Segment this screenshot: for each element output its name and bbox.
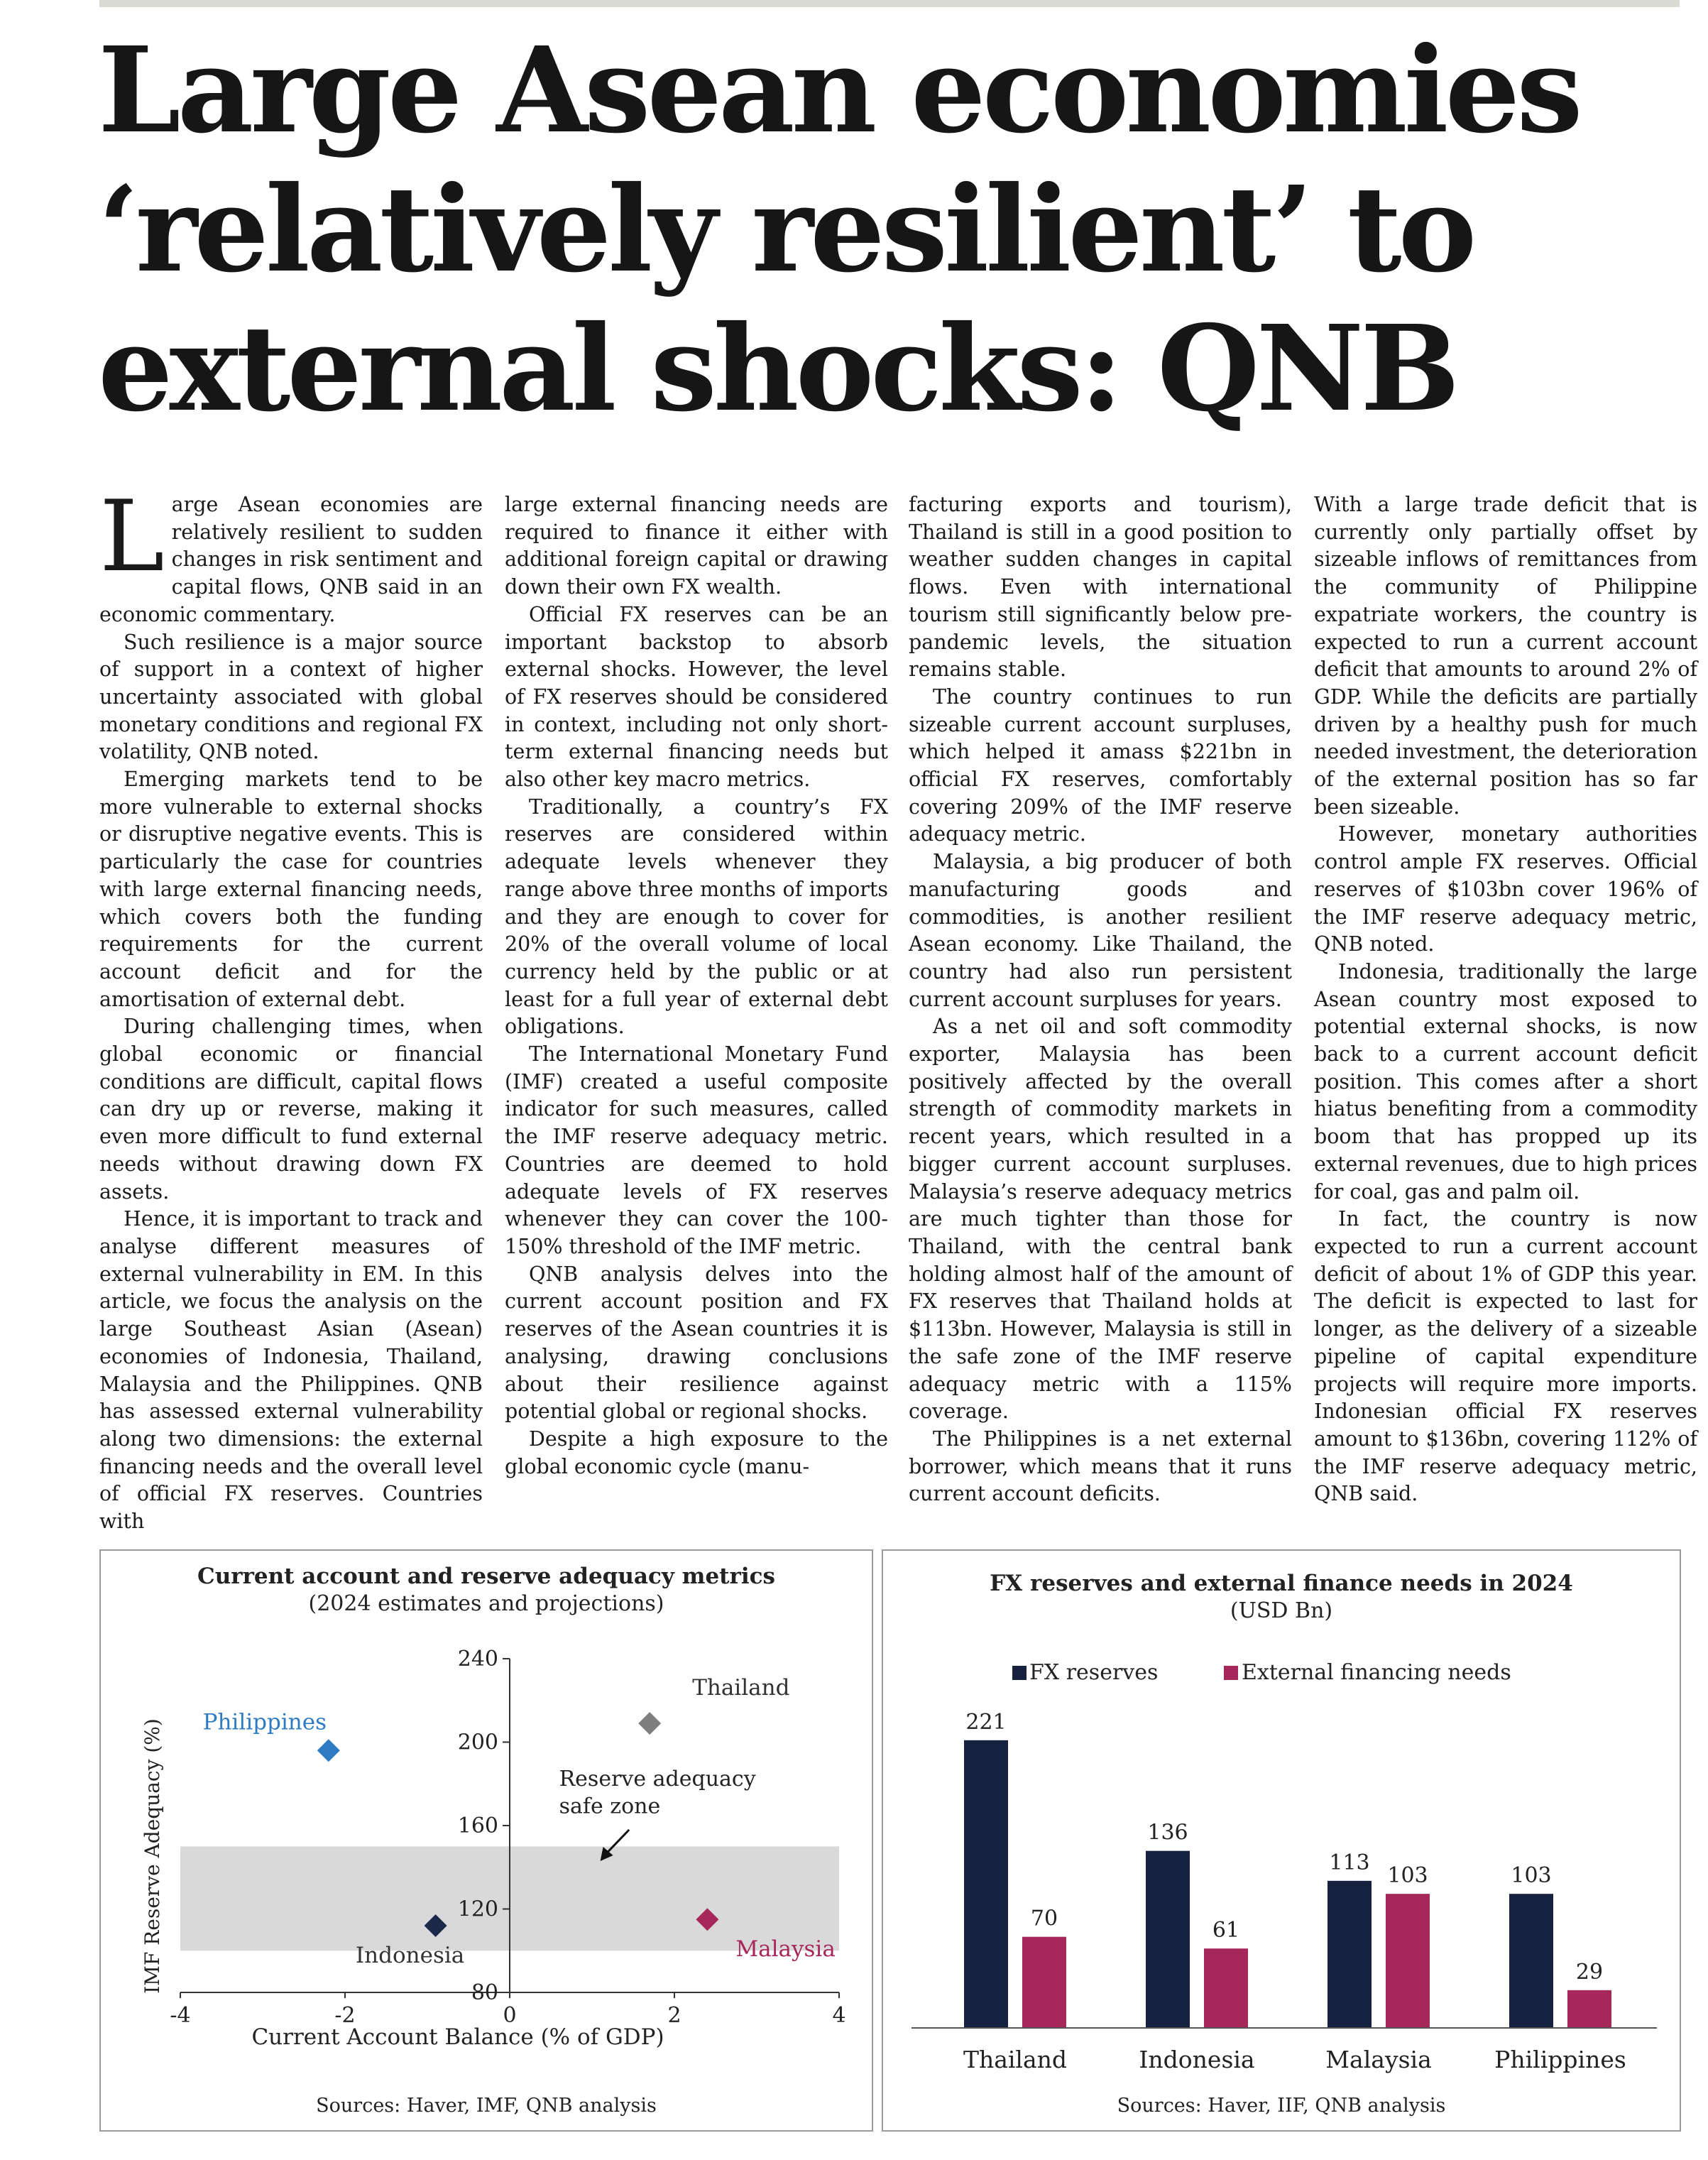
x-tick-label: -2 <box>334 2003 356 2028</box>
bar-thailand-external-financing <box>1022 1937 1066 2028</box>
bar-thailand-fx-reserves <box>964 1740 1008 2028</box>
headline-line-1: Large Asean economies <box>98 21 1580 160</box>
article-paragraph: The country continues to run sizeable current account surpluses, which helped it amass $221bn in official FX reserves, comfortably covering 209% of the IMF reserve adequacy metric. <box>909 684 1292 846</box>
bar-chart <box>883 1551 1680 2130</box>
article-paragraph: Official FX reserves can be an important backstop to absorb external shocks. However, the level of FX reserves should be considered in context, including not only short-term external financing needs but also other key macro metrics. <box>505 602 888 792</box>
bar-value-label: 61 <box>1212 1918 1240 1943</box>
y-tick-label: 240 <box>457 1647 498 1671</box>
bar-malaysia-fx-reserves <box>1327 1881 1372 2028</box>
legend-swatch-external-financing <box>1224 1666 1238 1680</box>
x-tick-label: 2 <box>667 2003 681 2028</box>
bar-value-label: 221 <box>965 1709 1007 1735</box>
chart-title: Current account and reserve adequacy metrics <box>197 1564 775 1589</box>
article-paragraph: The Philippines is a net external borrower, which means that it runs current account deficits. <box>909 1427 1292 1506</box>
x-tick-label: 4 <box>832 2003 846 2028</box>
chart-source: Sources: Haver, IMF, QNB analysis <box>316 2095 657 2117</box>
point-label-thailand: Thailand <box>692 1675 790 1701</box>
article-paragraph: Indonesia, traditionally the large Asean country most exposed to potential external shocks, is now back to a current account deficit position. This comes after a short hiatus benefiting from a commodity boom that has propped up its external revenues, due to high prices for coal, gas and palm oil. <box>1314 959 1697 1204</box>
category-label-thailand: Thailand <box>963 2046 1068 2073</box>
article-paragraph: As a net oil and soft commodity exporter, Malaysia has been positively affected by the overall strength of commodity markets in recent years, which resulted in a bigger current account surpluses. Malaysia’s reserve adequacy metrics are much tighter than those for Thailand, with the central bank holding almost half of the amount of FX reserves that Thailand holds at $113bn. However, Malaysia is still in the safe zone of the IMF reserve adequacy metric with a 115% coverage. <box>909 1015 1292 1424</box>
point-label-philippines: Philippines <box>202 1709 327 1735</box>
chart-source: Sources: Haver, IIF, QNB analysis <box>1117 2095 1446 2117</box>
article-paragraph: However, monetary authorities control ample FX reserves. Official reserves of $103bn cover 196% of the IMF reserve adequacy metric, QNB noted. <box>1314 822 1697 956</box>
top-rule <box>99 0 1680 7</box>
scatter-chart-panel <box>99 1549 873 2132</box>
bar-value-label: 136 <box>1147 1820 1188 1845</box>
headline-line-3: external shocks: QNB <box>98 300 1457 438</box>
bar-value-label: 103 <box>1511 1863 1552 1889</box>
y-tick-label: 120 <box>457 1897 498 1922</box>
bar-malaysia-external-financing <box>1386 1894 1430 2028</box>
article-paragraph: Large Asean economies are relatively resilient to sudden changes in risk sentiment and capital flows, QNB said in an economic commentary. <box>99 479 483 626</box>
point-label-malaysia: Malaysia <box>735 1936 836 1963</box>
article-paragraph: Traditionally, a country’s FX reserves are considered within adequate levels whenever they range above three months of imports and they are enough to cover for 20% of the overall volume of local currency held by the public or at least for a full year of external debt obligations. <box>505 795 888 1039</box>
article-paragraph: Hence, it is important to track and analyse different measures of external vulnerability in EM. In this article, we focus the analysis on the large Southeast Asian (Asean) economies of Indonesia, Thailand, Malaysia and the Philippines. QNB has assessed external vulnerability along two dimensions: the external financing needs and the overall level of official FX reserves. Countries with <box>99 1207 483 1534</box>
headline-line-2: ‘relatively resilient’ to <box>98 160 1474 299</box>
y-tick-label: 200 <box>457 1730 498 1755</box>
article-paragraph: In fact, the country is now expected to run a current account deficit of about 1% of GDP this year. The deficit is expected to last for longer, as the delivery of a sizeable pipeline of capital expenditure projects will require more imports. Indonesian official FX reserves amount to $136bn, covering 112% of the IMF reserve adequacy metric, QNB said. <box>1314 1207 1697 1506</box>
legend-label-external-financing: External financing needs <box>1242 1660 1511 1685</box>
chart-subtitle: (2024 estimates and projections) <box>308 1591 664 1616</box>
bar-philippines-external-financing <box>1567 1990 1611 2028</box>
y-tick-label: 80 <box>471 1980 498 2005</box>
article-paragraph: facturing exports and tourism), Thailand is still in a good position to weather sudden changes in capital flows. Even with international tourism still significantly below pre-pandemic levels, the situation remains stable. <box>909 493 1292 682</box>
x-axis-label: Current Account Balance (% of GDP) <box>251 2024 664 2050</box>
point-label-indonesia: Indonesia <box>355 1943 465 1968</box>
bar-indonesia-external-financing <box>1204 1948 1248 2028</box>
x-tick-label: 0 <box>503 2003 517 2028</box>
article-paragraph: Malaysia, a big producer of both manufacturing goods and commodities, is another resilient Asean economy. Like Thailand, the country had also run persistent current account surpluses for years. <box>909 850 1292 1011</box>
article-column-1 <box>99 479 483 1536</box>
headline <box>98 21 1695 439</box>
x-tick-label: -4 <box>170 2003 191 2028</box>
safe-zone-label: safe zone <box>559 1794 661 1819</box>
article-paragraph: Such resilience is a major source of support in a context of higher uncertainty associated with global monetary conditions and regional FX volatility, QNB noted. <box>99 630 483 764</box>
article-paragraph: Emerging markets tend to be more vulnerable to external shocks or disruptive negative events. This is particularly the case for countries with large external financing needs, which covers both the funding requirements for the current account deficit and for the amortisation of external debt. <box>99 768 483 1011</box>
safe-zone-label: Reserve adequacy <box>559 1767 756 1792</box>
bar-indonesia-fx-reserves <box>1146 1851 1190 2028</box>
chart-subtitle: (USD Bn) <box>1230 1598 1333 1623</box>
article-paragraph: The International Monetary Fund (IMF) created a useful composite indicator for such measures, called the IMF reserve adequacy metric. Countries are deemed to hold adequate levels of FX reserves whenever they can cover the 100-150% threshold of the IMF metric. <box>505 1042 888 1258</box>
bar-philippines-fx-reserves <box>1509 1894 1553 2028</box>
article-paragraph: large external financing needs are required to finance it either with additional foreign capital or drawing down their own FX wealth. <box>505 493 888 599</box>
y-axis-label: IMF Reserve Adequacy (%) <box>141 1718 164 1994</box>
article-paragraph: During challenging times, when global economic or financial conditions are difficult, capital flows can dry up or reverse, making it even more difficult to fund external needs without drawing down FX assets. <box>99 1015 483 1204</box>
article-column-3 <box>909 491 1292 1508</box>
category-label-indonesia: Indonesia <box>1139 2046 1255 2073</box>
bar-value-label: 29 <box>1575 1959 1604 1985</box>
y-tick-label: 160 <box>457 1813 498 1838</box>
bar-value-label: 113 <box>1329 1850 1370 1875</box>
article-column-2 <box>505 491 888 1480</box>
chart-title: FX reserves and external finance needs in 2024 <box>990 1571 1573 1596</box>
scatter-point-thailand <box>638 1712 661 1735</box>
category-label-malaysia: Malaysia <box>1325 2046 1432 2073</box>
legend-swatch-fx-reserves <box>1012 1666 1027 1680</box>
scatter-chart <box>101 1551 872 2130</box>
bar-chart-panel <box>882 1549 1681 2132</box>
bar-value-label: 70 <box>1030 1906 1058 1931</box>
legend-label-fx-reserves: FX reserves <box>1029 1660 1159 1685</box>
category-label-philippines: Philippines <box>1494 2046 1626 2073</box>
article-column-4 <box>1314 491 1697 1508</box>
article-paragraph: Despite a high exposure to the global economic cycle (manu- <box>505 1427 888 1478</box>
scatter-point-philippines <box>317 1739 340 1762</box>
article-paragraph: With a large trade deficit that is currently only partially offset by sizeable inflows of remittances from the community of Philippine expatriate workers, the country is expected to run a current account deficit that amounts to around 2% of GDP. While the deficits are partially driven by a healthy push for much needed investment, the deterioration of the external position has so far been sizeable. <box>1314 493 1697 819</box>
bar-value-label: 103 <box>1387 1863 1428 1889</box>
drop-cap: L <box>99 479 165 594</box>
article-paragraph: QNB analysis delves into the current account position and FX reserves of the Asean countries it is analysing, drawing conclusions about their resilience against potential global or regional shocks. <box>505 1262 888 1424</box>
